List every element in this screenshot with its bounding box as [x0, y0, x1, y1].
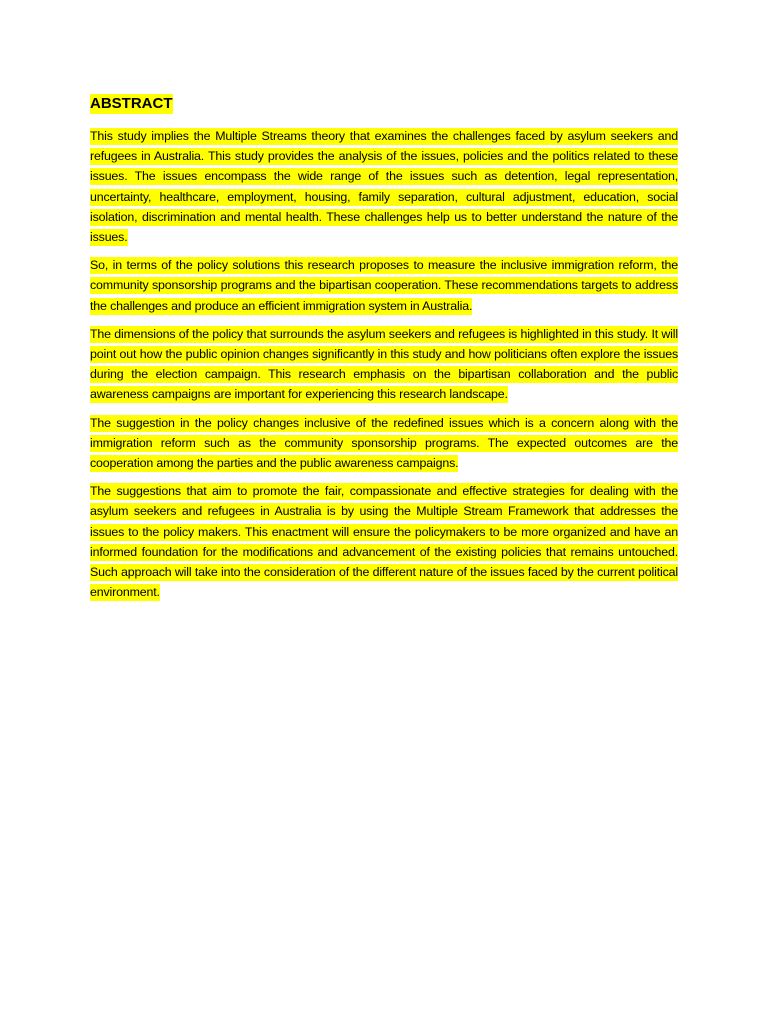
paragraph-text: So, in terms of the policy solutions this research proposes to measure the inclusive immigration reform, the community sponsorship programs and the bipartisan cooperation. These recommendations targets to address the challenges and produce an efficient immigration system in Australia.: [90, 258, 678, 313]
abstract-paragraph-1: [90, 126, 678, 247]
paragraph-text: This study implies the Multiple Streams theory that examines the challenges faced by asylum seekers and refugees in Australia. This study provides the analysis of the issues, policies and the politics related to these issues. The issues encompass the wide range of the issues such as detention, legal representation, uncertainty, healthcare, employment, housing, family separation, cultural adjustment, education, social isolation, discrimination and mental health. These challenges help us to better understand the nature of the issues.: [90, 129, 678, 245]
abstract-heading: [90, 92, 678, 116]
abstract-paragraph-2: [90, 255, 678, 316]
paragraph-text: The suggestion in the policy changes inclusive of the redefined issues which is a concern along with the immigration reform such as the community sponsorship programs. The expected outcomes are the cooperation among the parties and the public awareness campaigns.: [90, 415, 678, 471]
paragraph-text: The dimensions of the policy that surrounds the asylum seekers and refugees is highlighted in this study. It will point out how the public opinion changes significantly in this study and how politicians often explore the issues during the election campaign. This research emphasis on the bipartisan collaboration and the public awareness campaigns are important for experiencing this research landscape.: [90, 326, 678, 402]
abstract-paragraph-5: [90, 481, 678, 602]
paragraph-text: The suggestions that aim to promote the fair, compassionate and effective strategies for dealing with the asylum seekers and refugees in Australia is by using the Multiple Stream Framework that addresses the issues to the policy makers. This enactment will ensure the policymakers to be more organized and have an informed foundation for the modifications and advancement of the existing policies that remains untouched. Such approach will take into the consideration of the different nature of the issues faced by the current political environment.: [90, 484, 678, 600]
abstract-section: [90, 92, 678, 610]
abstract-heading-text: ABSTRACT: [90, 95, 173, 112]
abstract-paragraph-4: [90, 413, 678, 474]
abstract-paragraph-3: [90, 324, 678, 405]
